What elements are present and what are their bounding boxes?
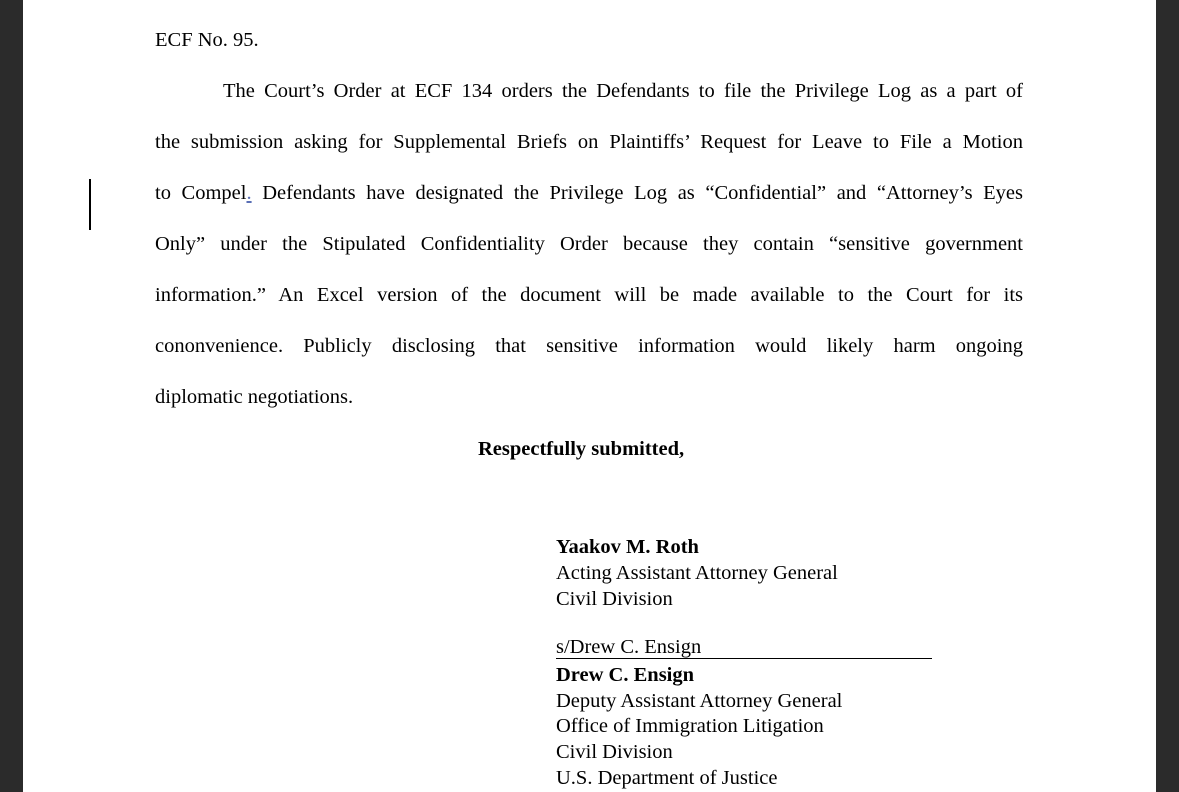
signatory-name: Drew C. Ensign	[556, 664, 695, 686]
cropped-previous-line	[313, 0, 553, 2]
signatory-office: Office of Immigration Litigation	[556, 715, 824, 737]
paragraph-text: Defendants have designated the Privilege Log as “Confidential” and “Attorney’s Eyes	[251, 182, 1024, 204]
paragraph-line: cononvenience. Publicly disclosing that sensitive information would likely harm ongoing	[155, 335, 1023, 357]
signatory-title: Acting Assistant Attorney General	[556, 562, 838, 584]
tracked-change-mark[interactable]: .	[246, 182, 252, 204]
signatory-division: Civil Division	[556, 588, 673, 610]
paragraph-line: information.” An Excel version of the document will be made available to the Court for its	[155, 284, 1023, 306]
closing-text: Respectfully submitted,	[478, 438, 685, 460]
paragraph-line: ECF No. 95.	[155, 29, 259, 51]
revision-change-bar	[89, 179, 91, 230]
signatory-division: Civil Division	[556, 741, 673, 763]
paragraph-line: The Court’s Order at ECF 134 orders the Defendants to file the Privilege Log as a part of	[223, 80, 1023, 102]
signatory-department: U.S. Department of Justice	[556, 767, 778, 789]
document-page	[23, 0, 1156, 792]
signatory-title: Deputy Assistant Attorney General	[556, 690, 843, 712]
paragraph-line: diplomatic negotiations.	[155, 386, 354, 408]
paragraph-line: Only” under the Stipulated Confidentiality Order because they contain “sensitive government	[155, 233, 1023, 255]
paragraph-line: the submission asking for Supplemental Briefs on Plaintiffs’ Request for Leave to File a Motion	[155, 131, 1023, 153]
paragraph-line	[155, 181, 1023, 205]
signatory-name: Yaakov M. Roth	[556, 536, 699, 558]
paragraph-text: to Compel	[155, 182, 247, 204]
electronic-signature: s/Drew C. Ensign	[556, 636, 932, 659]
